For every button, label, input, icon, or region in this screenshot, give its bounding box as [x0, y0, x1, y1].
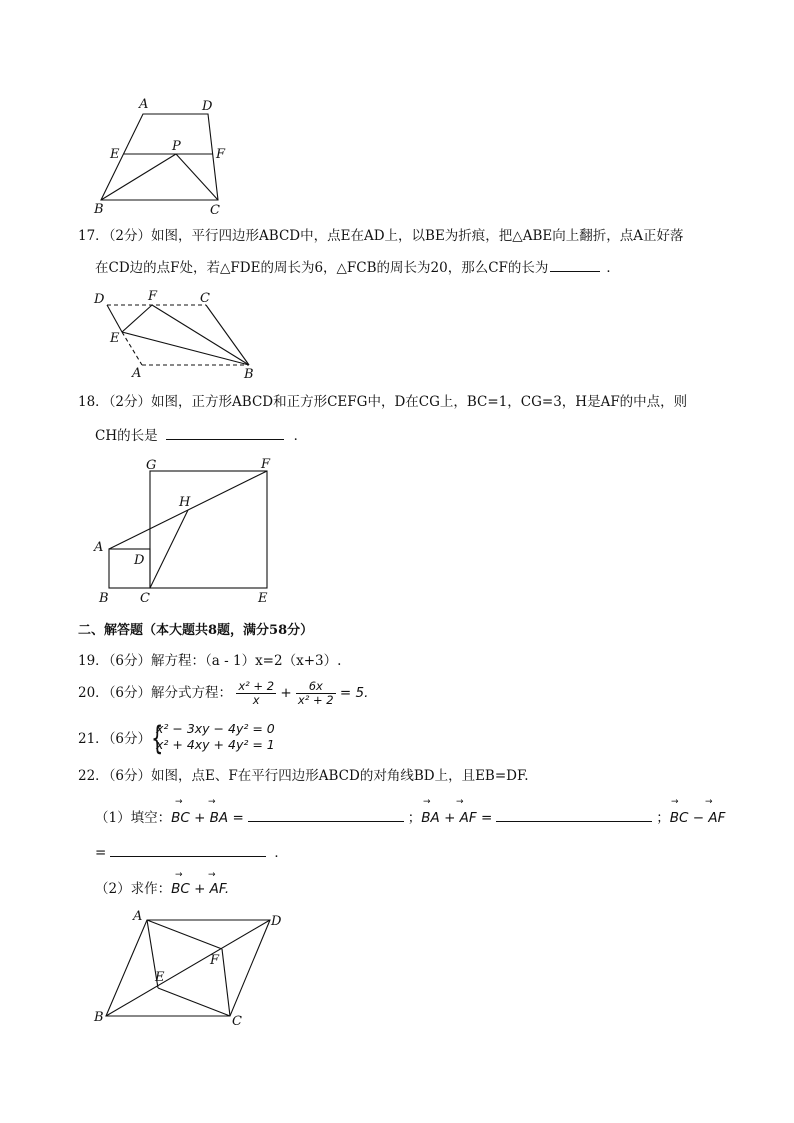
q18-score: （2分） [108, 394, 152, 410]
arrow-icon: → [208, 870, 216, 880]
fig22-label-a: A [133, 909, 143, 924]
q21-equation-2: x² + 4xy + 4y² = 1 [156, 737, 275, 752]
q19-number: 19． [78, 653, 109, 669]
q19-score: （6分） [108, 653, 152, 669]
fig18-label-c: C [140, 591, 150, 606]
q20-plus: + [280, 685, 292, 701]
q21-system-brace: { [151, 719, 164, 757]
q20-prefix: 解分式方程： [151, 685, 233, 701]
fig16-label-p: P [172, 139, 181, 154]
q17-number: 17． [78, 228, 109, 244]
fig18-label-f: F [261, 457, 271, 472]
fig17-label-d: D [94, 292, 105, 307]
q18-end: ． [293, 428, 308, 444]
q17-score: （2分） [108, 228, 152, 244]
arrow-icon: → [175, 870, 183, 880]
fig17-label-f: F [148, 289, 158, 304]
q22-part1-equals: = [95, 845, 107, 861]
q17-text-line1: 如图，平行四边形ABCD中，点E在AD上，以BE为折痕，把△ABE向上翻折，点A正好落 [151, 228, 684, 244]
q21-score: （6分） [108, 731, 152, 747]
q22-text: 如图，点E、F在平行四边形ABCD的对角线BD上，且EB=DF. [151, 768, 529, 784]
q20-f1-denominator: x [252, 693, 260, 707]
q18-number: 18． [78, 394, 109, 410]
arrow-icon: → [208, 797, 216, 807]
fig18-label-e: E [258, 591, 268, 606]
fig16-label-a: A [139, 97, 149, 112]
fig17-label-c: C [200, 291, 210, 306]
q17-end: ． [606, 260, 620, 276]
q22-part2-expr: BC + AF. [171, 881, 230, 897]
fig22-label-e: E [155, 970, 165, 985]
q22-part1-expr1: BC + BA = [171, 810, 244, 826]
q18-text-line1: 如图，正方形ABCD和正方形CEFG中，D在CG上，BC=1，CG=3，H是AF的中点，则 [151, 394, 688, 410]
fig22-label-b: B [94, 1010, 104, 1025]
fig22-label-d: D [271, 914, 282, 929]
fig18-label-a: A [94, 540, 104, 555]
arrow-icon: → [456, 797, 464, 807]
q18-text-line2: CH的长是 [95, 428, 158, 444]
arrow-icon: → [705, 797, 713, 807]
q20-number: 20． [78, 685, 109, 701]
q20-f2-numerator: 6x [296, 680, 336, 694]
q19-text: 解方程：（a - 1）x=2（x+3）. [151, 653, 342, 669]
q21-number: 21． [78, 731, 109, 747]
arrow-icon: → [423, 797, 431, 807]
fig17-label-b: B [244, 367, 254, 382]
fig17-label-e: E [110, 331, 120, 346]
fig16-label-d: D [202, 99, 213, 114]
fig16-label-b: B [94, 202, 104, 217]
fig16-label-c: C [210, 203, 220, 218]
fig22-label-f: F [210, 953, 220, 968]
q22-number: 22． [78, 768, 109, 784]
q22-part1-label: （1）填空： [95, 810, 172, 826]
q22-end: ． [274, 845, 288, 861]
q22-part1-expr2: BA + AF = [421, 810, 493, 826]
section-2-heading: 二、解答题（本大题共8题，满分58分） [78, 623, 314, 638]
fig16-label-e: E [110, 147, 120, 162]
fig17-label-a: A [132, 366, 142, 381]
q17-text-line2: 在CD边的点F处，若△FDE的周长为6，△FCB的周长为20，那么CF的长为 [95, 260, 549, 276]
arrow-icon: → [671, 797, 679, 807]
q22-semicolon-2: ； [656, 810, 670, 826]
q22-score: （6分） [108, 768, 152, 784]
q20-f2-denominator: x² + 2 [297, 693, 334, 707]
q22-part2-label: （2）求作： [95, 881, 172, 897]
q22-semicolon-1: ； [407, 810, 422, 826]
q20-f1-numerator: x² + 2 [238, 679, 275, 693]
q20-rhs: = 5. [339, 685, 369, 701]
fig18-label-d: D [134, 553, 145, 568]
arrow-icon: → [175, 797, 183, 807]
fig18-label-g: G [146, 458, 157, 473]
q21-equation-1: x² − 3xy − 4y² = 0 [156, 721, 275, 736]
fig22-label-c: C [232, 1014, 242, 1029]
fig16-label-f: F [216, 147, 226, 162]
fig18-label-b: B [99, 591, 109, 606]
q22-part1-expr3: BC − AF [669, 810, 726, 826]
fig18-label-h: H [179, 495, 191, 510]
q20-score: （6分） [108, 685, 152, 701]
